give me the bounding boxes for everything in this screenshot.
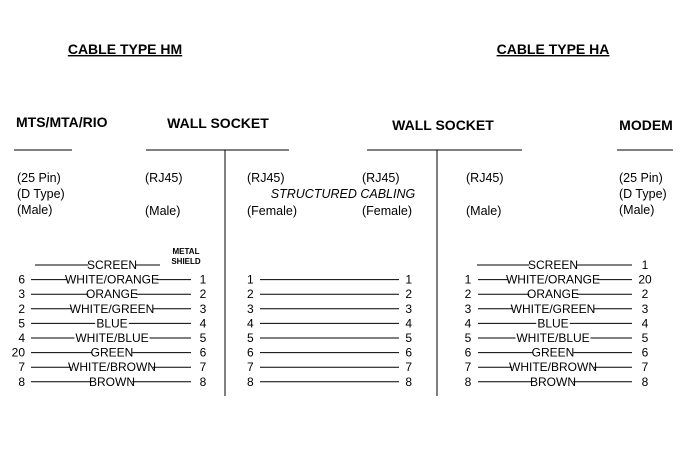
ha-right-pin: 20 [638,272,652,287]
structured-left-pin: 1 [247,272,254,287]
ha-left-pin: 5 [464,331,472,345]
hm-right-pin: 3 [199,301,207,316]
ws1-right-gender: (Female) [247,204,298,218]
hm-right-pin: 1 [199,272,207,287]
heading-wall-socket-2: WALL SOCKET [392,117,494,133]
hm-left-pin: 3 [18,287,25,302]
hm-right-pin: 2 [199,287,207,302]
ha-wire-color: WHITE/BLUE [516,331,590,345]
hm-left-pin: 20 [11,345,25,360]
ws1-right-type: (RJ45) [247,171,285,185]
ha-wire-color: WHITE/GREEN [510,301,596,316]
structured-right-pin: 7 [405,360,412,375]
hm-right-pin: 4 [199,316,207,331]
hm-wire-color: BROWN [89,374,135,389]
hm-wire-color: WHITE/GREEN [69,301,155,316]
ha-wire-color: WHITE/ORANGE [505,272,601,287]
ws1-left-type: (RJ45) [145,171,183,185]
ws1-left-gender: (Male) [145,204,181,218]
ha-right-pin: 7 [641,360,649,375]
mts-type: (D Type) [17,187,65,201]
structured-left-pin: 6 [247,345,254,360]
structured-cabling-label: STRUCTURED CABLING [270,187,416,201]
hm-right-pin: 7 [199,360,207,375]
structured-left-pin: 3 [247,301,254,316]
heading-wall-socket-1: WALL SOCKET [167,115,269,131]
heading-mts: MTS/MTA/RIO [16,114,108,130]
ha-right-pin: 2 [641,287,649,302]
structured-left-pin: 2 [247,287,254,302]
hm-left-pin: 2 [18,301,25,316]
ha-wire-table [465,258,652,389]
structured-right-pin: 1 [405,272,412,287]
modem-pin-count: (25 Pin) [619,171,663,185]
hm-wire-color: ORANGE [85,287,139,302]
hm-left-pin: 5 [18,316,25,331]
ha-wire-color: WHITE/BROWN [509,360,597,375]
ha-left-pin: 2 [464,287,472,302]
modem-gender: (Male) [619,203,655,217]
ha-left-pin: 1 [464,272,472,287]
structured-left-pin: 7 [247,360,254,375]
hm-wire-color: SCREEN [86,258,138,272]
ha-left-pin: 4 [464,316,472,331]
mts-gender: (Male) [17,203,53,217]
ha-wire-color: GREEN [531,345,575,360]
hm-wire-color: WHITE/ORANGE [64,272,160,287]
title-cable-ha: CABLE TYPE HA [496,41,610,57]
structured-wire-table [247,273,412,389]
hm-left-pin: 4 [18,331,25,345]
ha-right-pin: 6 [641,345,649,360]
hm-wire-table [12,258,207,389]
structured-right-pin: 6 [405,345,412,360]
structured-right-pin: 2 [405,287,412,302]
ws2-left-type: (RJ45) [362,171,400,185]
ha-wire-color: BLUE [537,316,569,331]
structured-right-pin: 3 [405,301,412,316]
structured-left-pin: 4 [247,316,254,331]
ha-right-pin: 4 [641,316,649,331]
hm-wire-color: WHITE/BROWN [68,360,156,375]
hm-wire-color: BLUE [96,316,128,331]
ha-left-pin: 3 [464,301,472,316]
heading-modem: MODEM [619,117,673,133]
metal-shield-label-1: METAL [172,247,200,256]
ha-right-pin: 5 [641,331,649,345]
hm-right-pin: 6 [199,345,207,360]
modem-type: (D Type) [619,187,667,201]
ha-right-pin: 1 [641,258,649,272]
structured-right-pin: 8 [405,374,412,389]
hm-wire-color: GREEN [90,345,134,360]
ha-right-pin: 8 [641,374,649,389]
structured-left-pin: 5 [247,331,254,345]
structured-right-pin: 4 [405,316,412,331]
metal-shield-label-2: SHIELD [171,257,201,266]
ws2-right-type: (RJ45) [466,171,504,185]
hm-left-pin: 6 [18,272,25,287]
hm-left-pin: 8 [18,374,25,389]
title-cable-hm: CABLE TYPE HM [67,41,183,57]
mts-pin-count: (25 Pin) [17,171,61,185]
ha-wire-color: SCREEN [527,258,579,272]
hm-wire-color: WHITE/BLUE [75,331,149,345]
ha-left-pin: 6 [464,345,472,360]
ha-right-pin: 3 [641,301,649,316]
ws2-right-gender: (Male) [466,204,502,218]
structured-right-pin: 5 [405,331,412,345]
hm-right-pin: 5 [199,331,207,345]
ha-wire-color: BROWN [530,374,576,389]
ha-left-pin: 8 [464,374,472,389]
structured-left-pin: 8 [247,374,254,389]
ws2-left-gender: (Female) [362,204,413,218]
ha-left-pin: 7 [464,360,472,375]
hm-right-pin: 8 [199,374,207,389]
hm-left-pin: 7 [18,360,25,375]
ha-wire-color: ORANGE [526,287,580,302]
